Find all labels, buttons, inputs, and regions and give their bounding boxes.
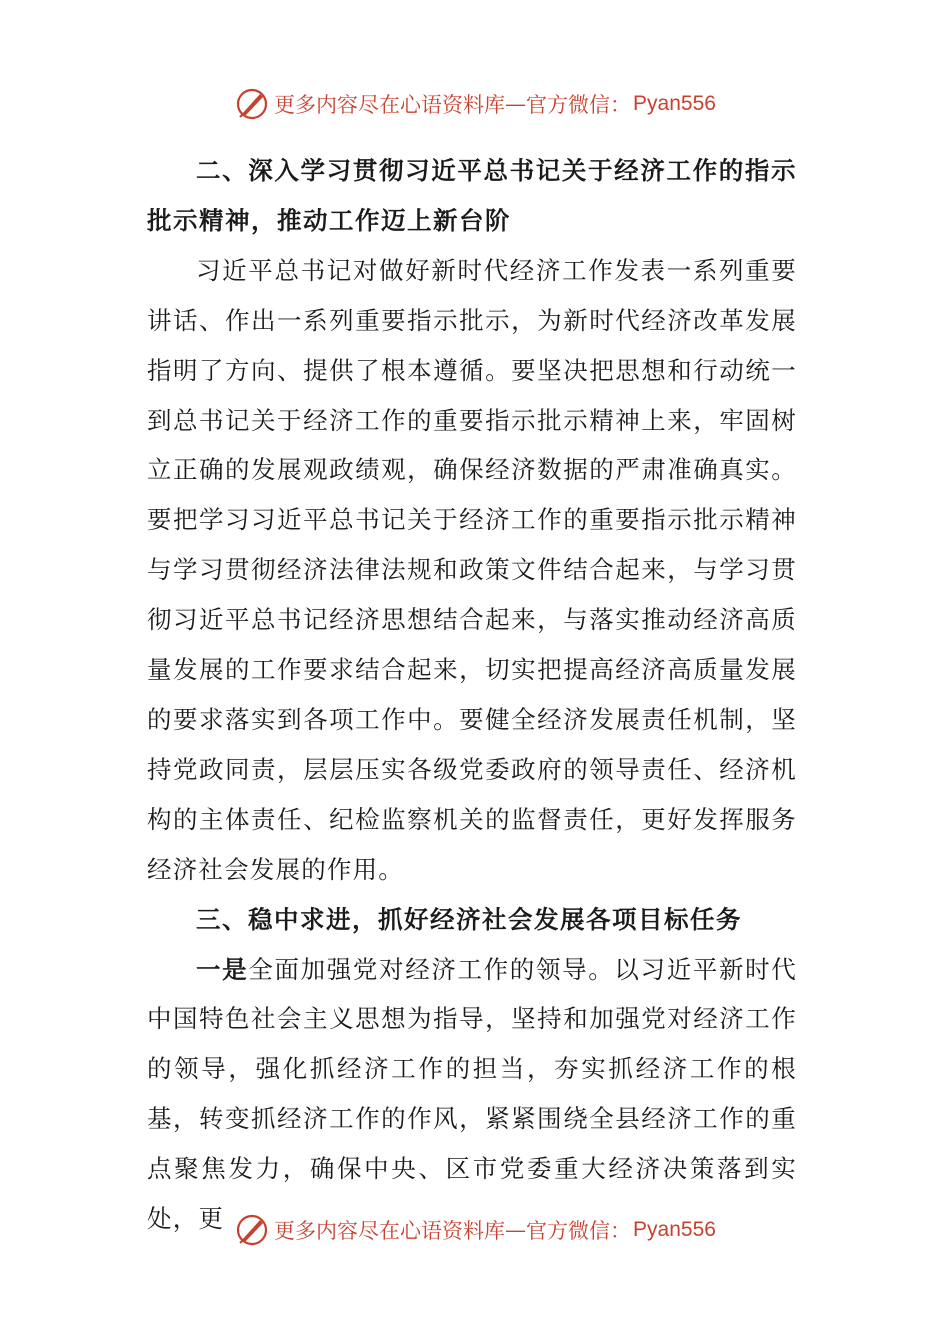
section2-heading: 二、深入学习贯彻习近平总书记关于经济工作的指示批示精神，推动工作迈上新台阶 [147, 156, 797, 235]
watermark-banner-top [0, 84, 950, 124]
watermark-wechat-id: Pyan556 [633, 1218, 716, 1241]
item1-lead: 一是 [196, 954, 249, 984]
quill-logo-icon [234, 1212, 270, 1248]
document-body [147, 146, 797, 1244]
watermark-banner-bottom [0, 1210, 950, 1250]
section2-paragraph: 习近平总书记对做好新时代经济工作发表一系列重要讲话、作出一系列重要指示批示，为新时代经济改革发展指明了方向、提供了根本遵循。要坚决把思想和行动统一到总书记关于经济工作的重要指示批示精神上来，牢固树立正确的发展观政绩观，确保经济数据的严肃准确真实。要把学习习近平总书记关于经济工作的重要指示批示精神与学习贯彻经济法律法规和政策文件结合起来，与学习贯彻习近平总书记经济思想结合起来，与落实推动经济高质量发展的工作要求结合起来，切实把提高经济高质量发展的要求落实到各项工作中。要健全经济发展责任机制，坚持党政同责，层层压实各级党委政府的领导责任、经济机构的主体责任、纪检监察机关的监督责任，更好发挥服务经济社会发展的作用。 [147, 255, 797, 884]
watermark-wechat-label: 官方微信： [526, 1219, 632, 1243]
quill-logo-icon [234, 86, 270, 122]
watermark-text: 更多内容尽在心语资料库 [274, 93, 506, 117]
watermark-separator: — [505, 1218, 527, 1242]
item1-text: 全面加强党对经济工作的领导。以习近平新时代中国特色社会主义思想为指导，坚持和加强党对经济工作的领导，强化抓经济工作的担当，夯实抓经济工作的根基，转变抓经济工作的作风，紧紧围绕全县经济工作的重点聚焦发力，确保中央、区市党委重大经济决策落到实处，更 [147, 954, 798, 1234]
section3-item1 [147, 945, 797, 1244]
watermark-text: 更多内容尽在心语资料库 [274, 1219, 506, 1243]
section3-heading: 三、稳中求进，抓好经济社会发展各项目标任务 [196, 904, 742, 934]
watermark-wechat-id: Pyan556 [633, 92, 716, 115]
watermark-separator: — [505, 92, 527, 116]
watermark-wechat-label: 官方微信： [526, 93, 632, 117]
